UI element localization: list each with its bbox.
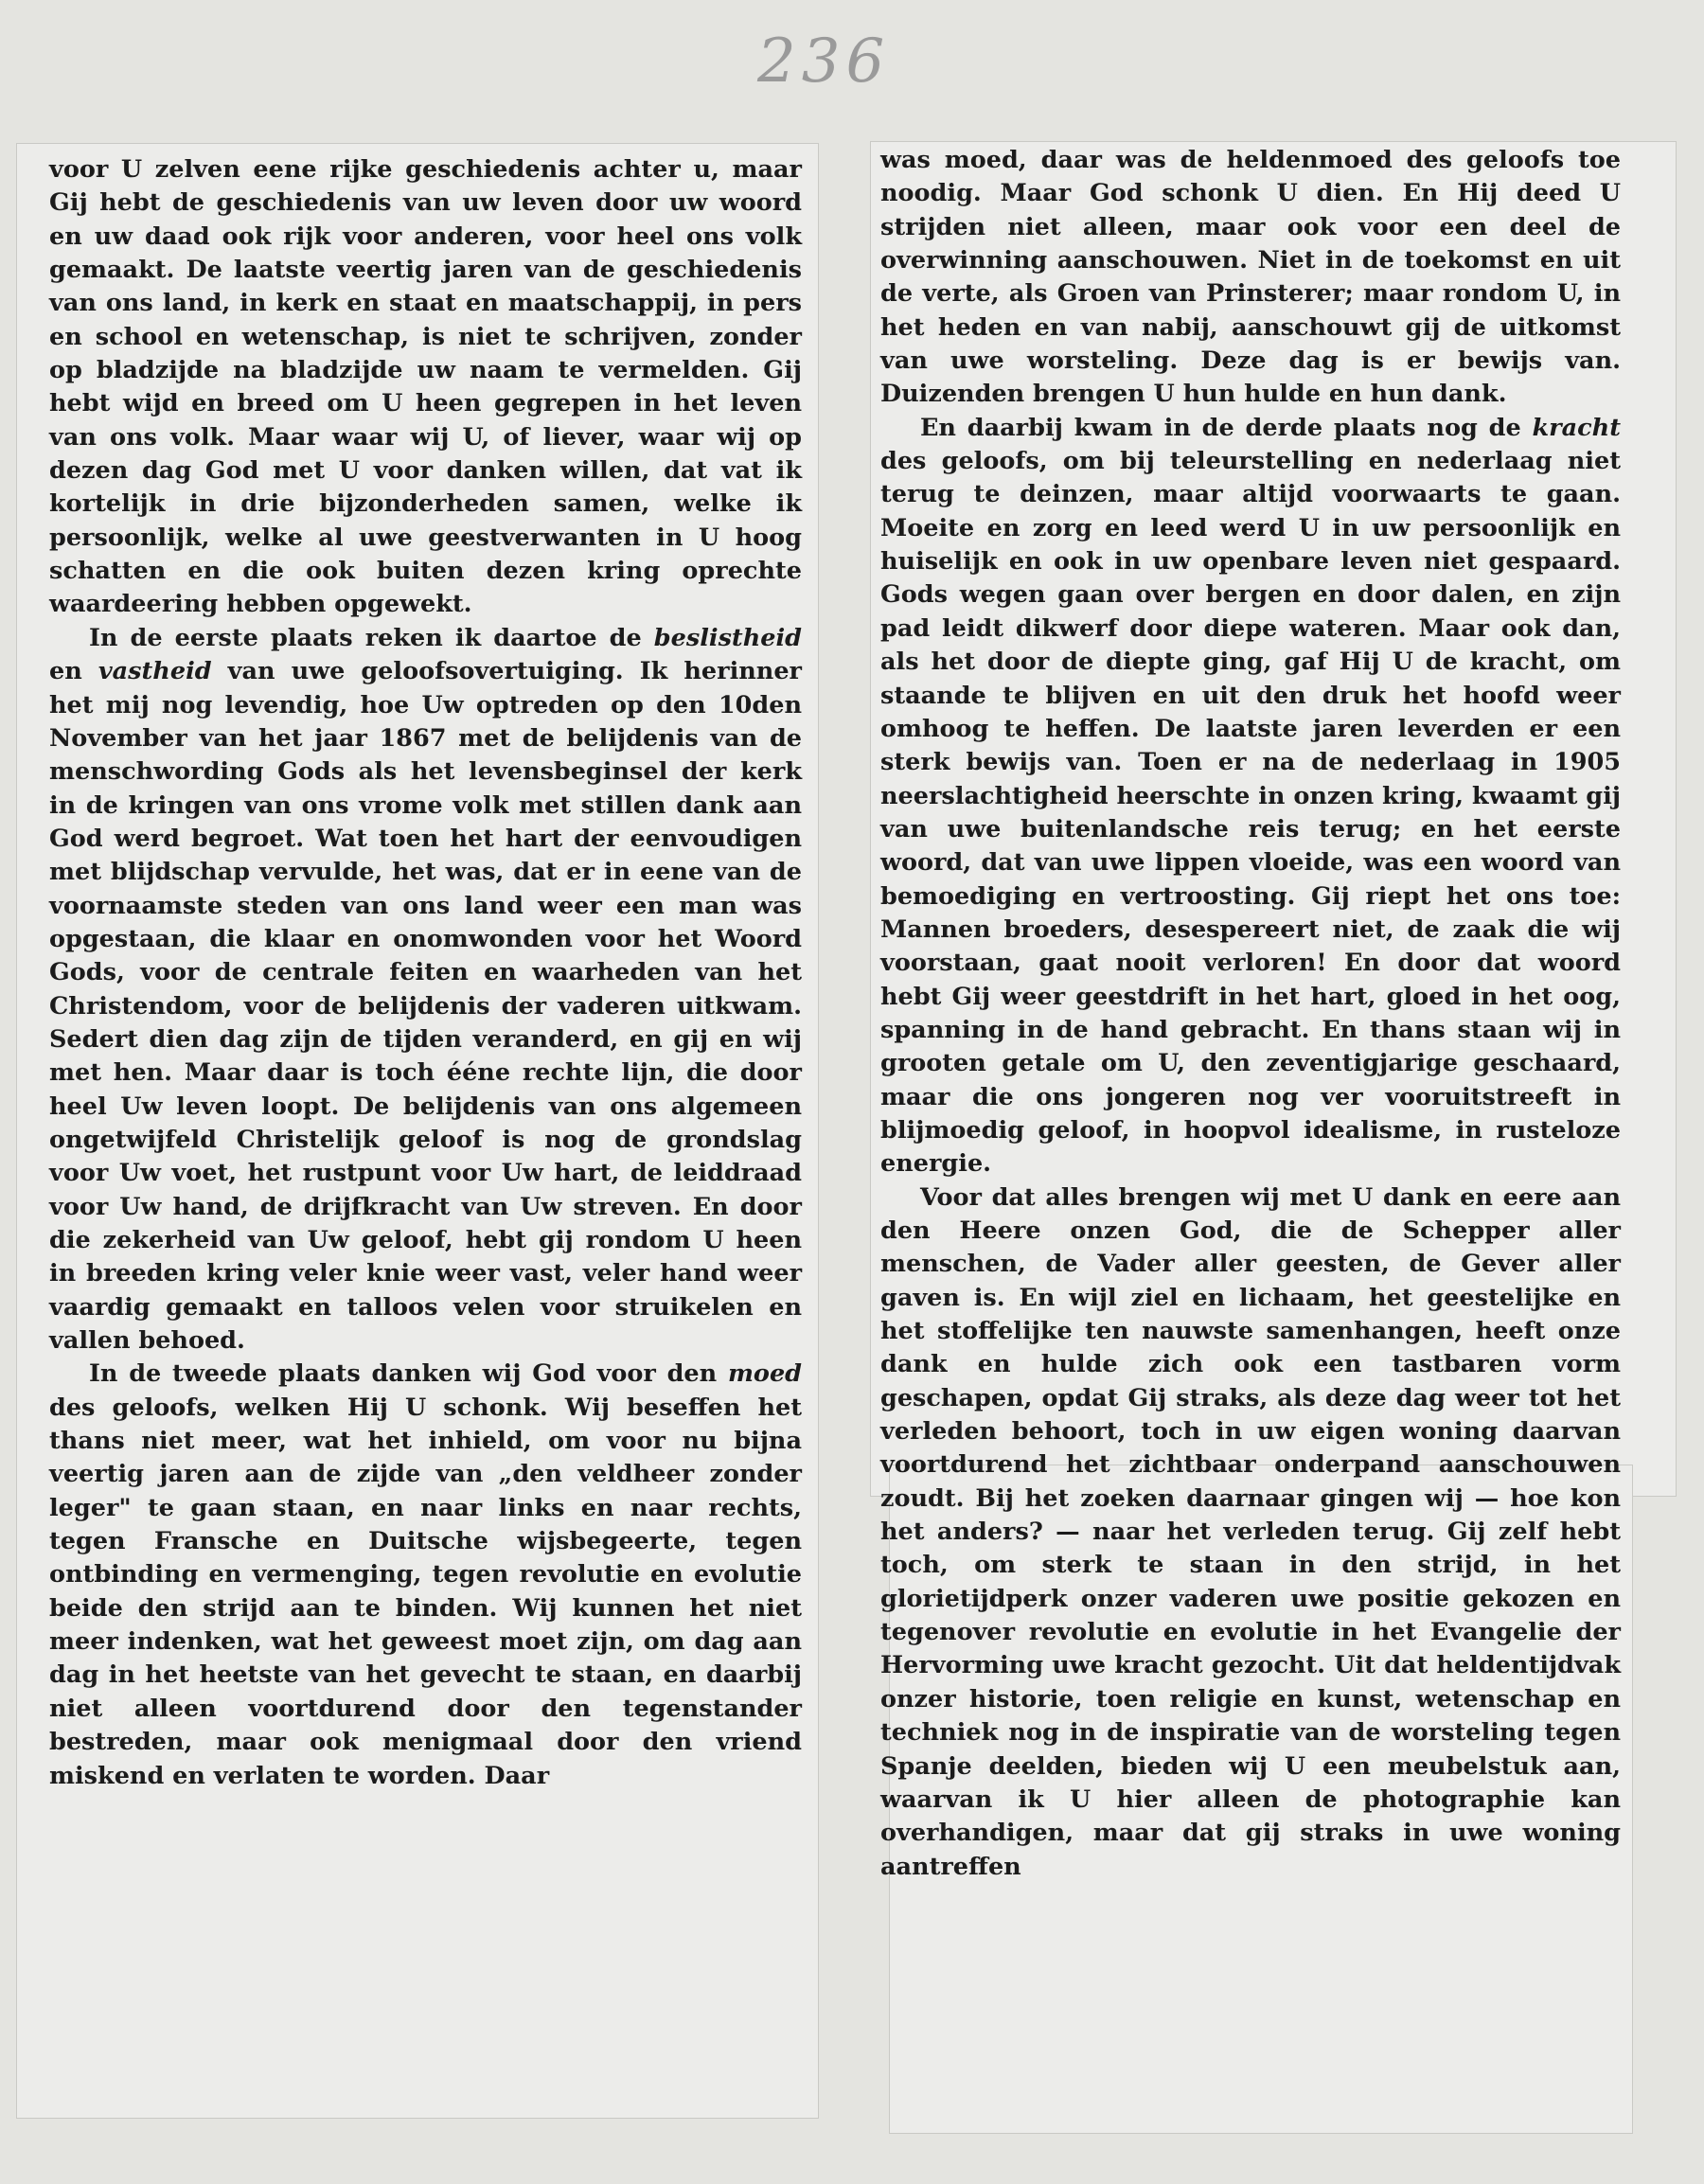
left-paragraph-1: voor U zelven eene rijke geschiedenis achter u, maar Gij hebt de geschiedenis van uw leven door uw woord en uw daad ook rijk voor anderen, voor heel ons volk gemaakt. De laatste veertig jaren van de geschiedenis van ons land, in kerk en staat en maatschappij, in pers en school en wetenschap, is niet te schrijven, zonder op bladzijde na bladzijde uw naam te vermelden. Gij hebt wijd en breed om U heen gegrepen in het leven van ons volk. Maar waar wij U, of liever, waar wij op dezen dag God met U voor danken willen, dat vat ik kortelijk in drie bijzonderheden samen, welke ik persoonlijk, welke al uwe geestverwanten in U hoog schatten en die ook buiten dezen kring oprechte waardeering hebben opgewekt. bbox=[49, 155, 802, 619]
right-paragraph-3: Voor dat alles brengen wij met U dank en eere aan den Heere onzen God, die de Schepper aller menschen, de Vader aller geesten, de Gever aller gaven is. En wijl ziel en lichaam, het geestelijke en het stoffelijke ten nauwste samenhangen, heeft onze dank en hulde zich ook een tastbaren vorm geschapen, opdat Gij straks, als deze dag weer tot het verleden behoort, toch in uw eigen woning daarvan voortdurend het zichtbaar onderpand aanschouwen zoudt. Bij het zoeken daarnaar gingen wij — hoe kon het anders? — naar het verleden terug. Gij zelf hebt toch, om sterk te staan in den strijd, in het glorietijdperk onzer vaderen uwe positie gekozen en tegenover revolutie en evolutie in het Evangelie der Hervorming uwe kracht gezocht. Uit dat heldentijdvak onzer historie, toen religie en kunst, wetenschap en techniek nog in de inspiratie van de worsteling tegen Spanje deelden, bieden wij U een meubelstuk aan, waarvan ik U hier alleen de photographie kan overhandigen, maar dat gij straks in uwe woning aantreffen bbox=[880, 1182, 1621, 1881]
left-column bbox=[49, 153, 802, 1793]
right-column bbox=[880, 144, 1621, 1884]
left-p2-text-b: en bbox=[49, 657, 98, 686]
right-paragraph-1: was moed, daar was de heldenmoed des geloofs toe noodig. Maar God schonk U dien. En Hij deed U strijden niet alleen, maar ook voor een deel de overwinning aanschouwen. Niet in de toekomst en uit de verte, als Groen van Prinsterer; maar rondom U, in het heden en van nabij, aanschouwt gij de uitkomst van uwe worsteling. Deze dag is er bewijs van. Duizenden brengen U hun hulde en hun dank. bbox=[880, 146, 1621, 409]
right-paragraph-2 bbox=[880, 412, 1621, 1181]
left-paragraph-2 bbox=[49, 622, 802, 1358]
right-p2-emphasis: kracht bbox=[1532, 413, 1621, 442]
left-p2-emphasis-1: beslistheid bbox=[653, 623, 802, 652]
right-p2-text-b: des geloofs, om bij teleurstelling en nederlaag niet terug te deinzen, maar altijd voorwaarts te gaan. Moeite en zorg en leed werd U in uw persoonlijk en huiselijk en ook in uw openbare leven niet gespaard. Gods wegen gaan over bergen en door dalen, en zijn pad leidt dikwerf door diepe wateren. Maar ook dan, als het door de diepte ging, gaf Hij U de kracht, om staande te blijven en uit den druk het hoofd weer omhoog te heffen. De laatste jaren leverden er een sterk bewijs van. Toen er na de nederlaag in 1905 neerslachtigheid heerschte in onzen kring, kwaamt gij van uwe buitenlandsche reis terug; en het eerste woord, dat van uwe lippen vloeide, was een woord van bemoediging en vertroosting. Gij riept het ons toe: Mannen broeders, desespereert niet, de zaak die wij voorstaan, gaat nooit verloren! En door dat woord hebt Gij weer geestdrift in het hart, gloed in het oog, spanning in de hand gebracht. En thans staan wij in grooten getale om U, den zeventigjarige geschaard, maar die ons jongeren nog ver vooruitstreeft in blijmoedig geloof, in hoopvol idealisme, in rusteloze energie. bbox=[880, 447, 1621, 1179]
left-p2-emphasis-2: vastheid bbox=[98, 657, 212, 686]
right-p2-text-a: En daarbij kwam in de derde plaats nog de bbox=[920, 413, 1533, 442]
left-p2-text-c: van uwe geloofsovertuiging. Ik herinner het mij nog levendig, hoe Uw optreden op den 10den November van het jaar 1867 met de belijdenis van de menschwording Gods als het levensbeginsel der kerk in de kringen van ons vrome volk met stillen dank aan God werd begroet. Wat toen het hart der eenvoudigen met blijdschap vervulde, het was, dat er in eene van de voornaamste steden van ons land weer een man was opgestaan, die klaar en onomwonden voor het Woord Gods, voor de centrale feiten en waarheden van het Christendom, voor de belijdenis der vaderen uitkwam. Sedert dien dag zijn de tijden veranderd, en gij en wij met hen. Maar daar is toch ééne rechte lijn, die door heel Uw leven loopt. De belijdenis van ons algemeen ongetwijfeld Christelijk geloof is nog de grondslag voor Uw voet, het rustpunt voor Uw hart, de leiddraad voor Uw hand, de drijfkracht van Uw streven. En door die zekerheid van Uw geloof, hebt gij rondom U heen in breeden kring veler knie weer vast, veler hand weer vaardig gemaakt en talloos velen voor struikelen en vallen behoed. bbox=[49, 657, 802, 1356]
left-p3-text-b: des geloofs, welken Hij U schonk. Wij beseffen het thans niet meer, wat het inhield, om voor nu bijna veertig jaren aan de zijde van „den veldheer zonder leger" te gaan staan, en naar links en naar rechts, tegen Fransche en Duitsche wijsbegeerte, tegen ontbinding en vermenging, tegen revolutie en evolutie beide den strijd aan te binden. Wij kunnen het niet meer indenken, wat het geweest moet zijn, om dag aan dag in het heetste van het gevecht te staan, en daarbij niet alleen voortdurend door den tegenstander bestreden, maar ook menigmaal door den vriend miskend en verlaten te worden. Daar bbox=[49, 1393, 802, 1790]
left-p2-text-a: In de eerste plaats reken ik daartoe de bbox=[89, 623, 654, 652]
left-paragraph-3 bbox=[49, 1358, 802, 1792]
page-number: 236 bbox=[757, 27, 891, 97]
left-p3-emphasis: moed bbox=[727, 1359, 802, 1389]
left-p3-text-a: In de tweede plaats danken wij God voor den bbox=[89, 1359, 728, 1389]
